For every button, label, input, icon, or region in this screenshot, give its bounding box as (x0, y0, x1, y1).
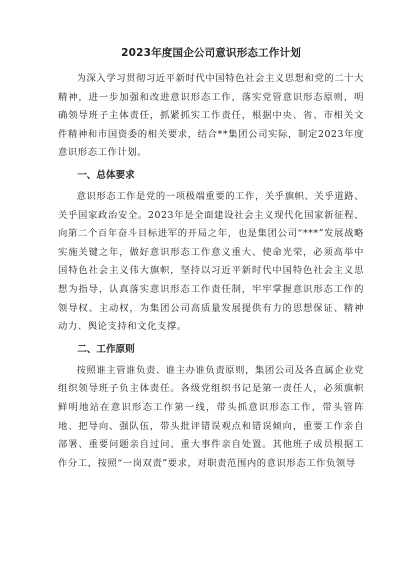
section-heading-general-requirements: 一、总体要求 (77, 169, 135, 181)
section-body-work-principles: 按照谁主管谁负责、谁主办谁负责原则，集团公司及各直属企业党组织领导班子负主体责任。各级党组织书记是第一责任人，必须旗帜鲜明地站在意识形态工作第一线，带头抓意识形态工作，带头管阵地、把导向、强队伍，带头批评错误观点和错误倾向，重要工作亲自部署、重要问题亲自过问、重大事件亲自处置。其他班子成员根据工作分工，按照“一岗双责”要求，对职责范围内的意识形态工作负领导 (58, 364, 364, 469)
section-heading-work-principles: 二、工作原则 (77, 343, 135, 355)
document-title: 2023年度国企公司意识形态工作计划 (121, 47, 301, 59)
intro-paragraph: 为深入学习贯彻习近平新时代中国特色社会主义思想和党的二十大精神，进一步加强和改进意识形态工作，落实党管意识形态原则，明确领导班子主体责任，抓紧抓实工作责任，根据中央、省、市相关文件精神和市国资委的相关要求，结合**集团公司实际，制定2023年度意识形态工作计划。 (58, 73, 364, 159)
section-body-general-requirements: 意识形态工作是党的一项极端重要的工作，关乎旗帜、关乎道路、关乎国家政治安全。2023年是全面建设社会主义现代化国家新征程、向第二个百年奋斗目标进军的开局之年，也是集团公司“***”发展战略实施关键之年，做好意识形态工作意义重大、使命光荣，必须高举中国特色社会主义伟大旗帜，坚持以习近平新时代中国特色社会主义思想为指导，认真落实意识形态工作责任制，牢牢掌握意识形态工作的领导权、主动权，为集团公司高质量发展提供有力的思想保证、精神动力、舆论支持和文化支撑。 (58, 190, 364, 333)
